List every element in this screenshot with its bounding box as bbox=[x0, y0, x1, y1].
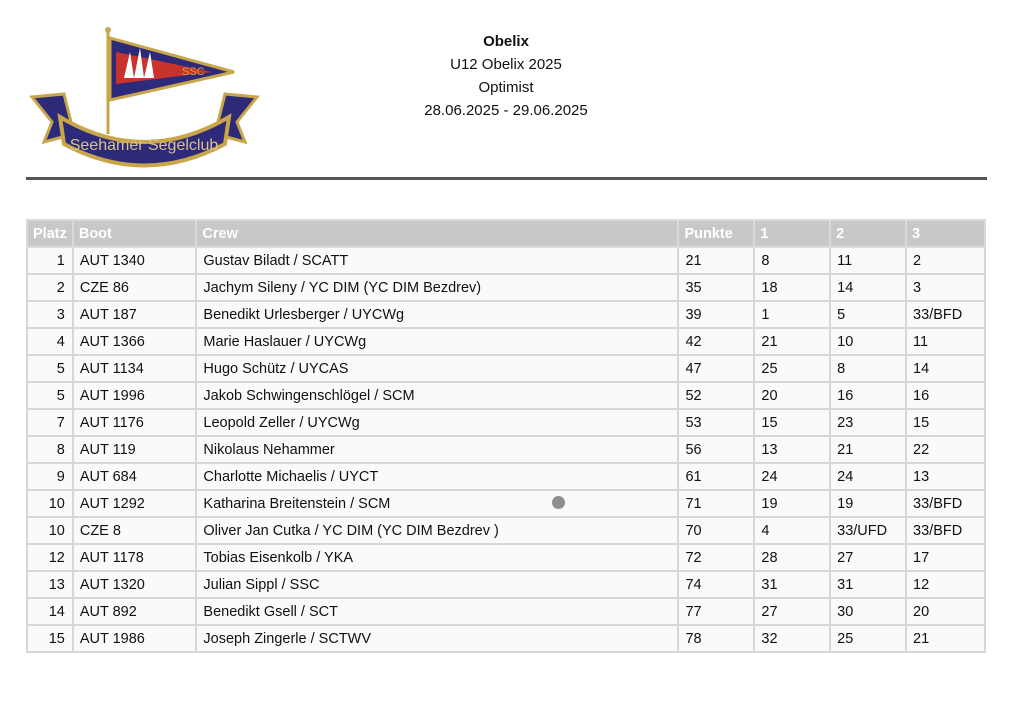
platz-cell: 8 bbox=[27, 436, 73, 463]
col-header-boot: Boot bbox=[73, 220, 197, 247]
table-row bbox=[27, 517, 985, 544]
race-1-cell: 8 bbox=[754, 247, 830, 274]
table-row bbox=[27, 436, 985, 463]
race-3-cell: 21 bbox=[906, 625, 985, 652]
table-row bbox=[27, 247, 985, 274]
race-2-cell: 21 bbox=[830, 436, 906, 463]
crew-cell: Charlotte Michaelis / UYCT bbox=[196, 463, 678, 490]
platz-cell: 10 bbox=[27, 490, 73, 517]
boot-cell: AUT 1292 bbox=[73, 490, 197, 517]
crew-cell: Oliver Jan Cutka / YC DIM (YC DIM Bezdrev ) bbox=[196, 517, 678, 544]
race-3-cell: 14 bbox=[906, 355, 985, 382]
boot-cell: CZE 86 bbox=[73, 274, 197, 301]
boot-cell: AUT 1996 bbox=[73, 382, 197, 409]
platz-cell: 14 bbox=[27, 598, 73, 625]
club-name: Seehamer Segelclub bbox=[69, 137, 219, 154]
boat-class: Optimist bbox=[478, 79, 534, 96]
flag-text: SSC bbox=[182, 66, 205, 78]
crew-cell: Tobias Eisenkolb / YKA bbox=[196, 544, 678, 571]
race-2-cell: 11 bbox=[830, 247, 906, 274]
punkte-cell: 71 bbox=[678, 490, 754, 517]
platz-cell: 3 bbox=[27, 301, 73, 328]
race-3-cell: 12 bbox=[906, 571, 985, 598]
boot-cell: AUT 1366 bbox=[73, 328, 197, 355]
race-1-cell: 13 bbox=[754, 436, 830, 463]
event-title: Obelix bbox=[483, 33, 529, 50]
race-3-cell: 22 bbox=[906, 436, 985, 463]
race-3-cell: 3 bbox=[906, 274, 985, 301]
boot-cell: AUT 119 bbox=[73, 436, 197, 463]
crew-cell: Marie Haslauer / UYCWg bbox=[196, 328, 678, 355]
race-2-cell: 19 bbox=[830, 490, 906, 517]
club-logo bbox=[22, 22, 267, 172]
punkte-cell: 53 bbox=[678, 409, 754, 436]
col-header-crew: Crew bbox=[196, 220, 678, 247]
race-1-cell: 32 bbox=[754, 625, 830, 652]
boot-cell: AUT 1134 bbox=[73, 355, 197, 382]
race-1-cell: 24 bbox=[754, 463, 830, 490]
punkte-cell: 35 bbox=[678, 274, 754, 301]
race-2-cell: 24 bbox=[830, 463, 906, 490]
punkte-cell: 56 bbox=[678, 436, 754, 463]
crew-cell: Katharina Breitenstein / SCM bbox=[196, 490, 678, 517]
race-1-cell: 15 bbox=[754, 409, 830, 436]
race-3-cell: 2 bbox=[906, 247, 985, 274]
table-row bbox=[27, 490, 985, 517]
platz-cell: 1 bbox=[27, 247, 73, 274]
platz-cell: 13 bbox=[27, 571, 73, 598]
race-2-cell: 10 bbox=[830, 328, 906, 355]
col-header-platz: Platz bbox=[27, 220, 73, 247]
event-dates: 28.06.2025 - 29.06.2025 bbox=[424, 102, 588, 119]
boot-cell: AUT 1320 bbox=[73, 571, 197, 598]
table-header-row bbox=[27, 220, 985, 247]
punkte-cell: 52 bbox=[678, 382, 754, 409]
punkte-cell: 72 bbox=[678, 544, 754, 571]
results-table bbox=[26, 219, 986, 653]
table-row bbox=[27, 328, 985, 355]
punkte-cell: 74 bbox=[678, 571, 754, 598]
platz-cell: 2 bbox=[27, 274, 73, 301]
table-row bbox=[27, 301, 985, 328]
crew-cell: Jakob Schwingenschlögel / SCM bbox=[196, 382, 678, 409]
platz-cell: 5 bbox=[27, 382, 73, 409]
race-3-cell: 33/BFD bbox=[906, 517, 985, 544]
event-name: U12 Obelix 2025 bbox=[450, 56, 562, 73]
punkte-cell: 39 bbox=[678, 301, 754, 328]
punkte-cell: 42 bbox=[678, 328, 754, 355]
header-divider bbox=[26, 177, 987, 180]
race-2-cell: 33/UFD bbox=[830, 517, 906, 544]
col-header-race-2: 2 bbox=[830, 220, 906, 247]
race-1-cell: 18 bbox=[754, 274, 830, 301]
boot-cell: AUT 1340 bbox=[73, 247, 197, 274]
race-2-cell: 5 bbox=[830, 301, 906, 328]
race-3-cell: 17 bbox=[906, 544, 985, 571]
punkte-cell: 77 bbox=[678, 598, 754, 625]
race-3-cell: 33/BFD bbox=[906, 301, 985, 328]
punkte-cell: 61 bbox=[678, 463, 754, 490]
table-row bbox=[27, 463, 985, 490]
race-3-cell: 15 bbox=[906, 409, 985, 436]
table-row bbox=[27, 544, 985, 571]
race-2-cell: 23 bbox=[830, 409, 906, 436]
crew-cell: Jachym Sileny / YC DIM (YC DIM Bezdrev) bbox=[196, 274, 678, 301]
race-2-cell: 31 bbox=[830, 571, 906, 598]
crew-cell: Gustav Biladt / SCATT bbox=[196, 247, 678, 274]
platz-cell: 15 bbox=[27, 625, 73, 652]
crew-cell: Benedikt Urlesberger / UYCWg bbox=[196, 301, 678, 328]
boot-cell: AUT 892 bbox=[73, 598, 197, 625]
table-row bbox=[27, 625, 985, 652]
race-1-cell: 31 bbox=[754, 571, 830, 598]
race-1-cell: 19 bbox=[754, 490, 830, 517]
race-1-cell: 27 bbox=[754, 598, 830, 625]
crew-cell: Nikolaus Nehammer bbox=[196, 436, 678, 463]
race-3-cell: 11 bbox=[906, 328, 985, 355]
punkte-cell: 70 bbox=[678, 517, 754, 544]
boot-cell: AUT 187 bbox=[73, 301, 197, 328]
table-row bbox=[27, 274, 985, 301]
platz-cell: 4 bbox=[27, 328, 73, 355]
platz-cell: 10 bbox=[27, 517, 73, 544]
table-row bbox=[27, 598, 985, 625]
crew-cell: Hugo Schütz / UYCAS bbox=[196, 355, 678, 382]
col-header-punkte: Punkte bbox=[678, 220, 754, 247]
boot-cell: AUT 684 bbox=[73, 463, 197, 490]
platz-cell: 5 bbox=[27, 355, 73, 382]
race-2-cell: 14 bbox=[830, 274, 906, 301]
race-1-cell: 20 bbox=[754, 382, 830, 409]
race-2-cell: 30 bbox=[830, 598, 906, 625]
table-row bbox=[27, 382, 985, 409]
punkte-cell: 21 bbox=[678, 247, 754, 274]
punkte-cell: 78 bbox=[678, 625, 754, 652]
race-3-cell: 20 bbox=[906, 598, 985, 625]
boot-cell: AUT 1176 bbox=[73, 409, 197, 436]
col-header-race-1: 1 bbox=[754, 220, 830, 247]
race-1-cell: 28 bbox=[754, 544, 830, 571]
table-row bbox=[27, 409, 985, 436]
table-row bbox=[27, 571, 985, 598]
race-2-cell: 16 bbox=[830, 382, 906, 409]
crew-cell: Julian Sippl / SSC bbox=[196, 571, 678, 598]
race-3-cell: 16 bbox=[906, 382, 985, 409]
crew-cell: Leopold Zeller / UYCWg bbox=[196, 409, 678, 436]
boot-cell: AUT 1986 bbox=[73, 625, 197, 652]
table-row bbox=[27, 355, 985, 382]
cursor-dot bbox=[552, 496, 565, 509]
boot-cell: AUT 1178 bbox=[73, 544, 197, 571]
boot-cell: CZE 8 bbox=[73, 517, 197, 544]
results-body bbox=[27, 247, 985, 652]
platz-cell: 12 bbox=[27, 544, 73, 571]
platz-cell: 9 bbox=[27, 463, 73, 490]
race-2-cell: 8 bbox=[830, 355, 906, 382]
platz-cell: 7 bbox=[27, 409, 73, 436]
col-header-race-3: 3 bbox=[906, 220, 985, 247]
race-1-cell: 21 bbox=[754, 328, 830, 355]
event-header bbox=[300, 30, 712, 122]
crew-cell: Joseph Zingerle / SCTWV bbox=[196, 625, 678, 652]
race-3-cell: 33/BFD bbox=[906, 490, 985, 517]
race-1-cell: 4 bbox=[754, 517, 830, 544]
race-1-cell: 25 bbox=[754, 355, 830, 382]
race-2-cell: 25 bbox=[830, 625, 906, 652]
race-2-cell: 27 bbox=[830, 544, 906, 571]
race-1-cell: 1 bbox=[754, 301, 830, 328]
punkte-cell: 47 bbox=[678, 355, 754, 382]
crew-cell: Benedikt Gsell / SCT bbox=[196, 598, 678, 625]
race-3-cell: 13 bbox=[906, 463, 985, 490]
